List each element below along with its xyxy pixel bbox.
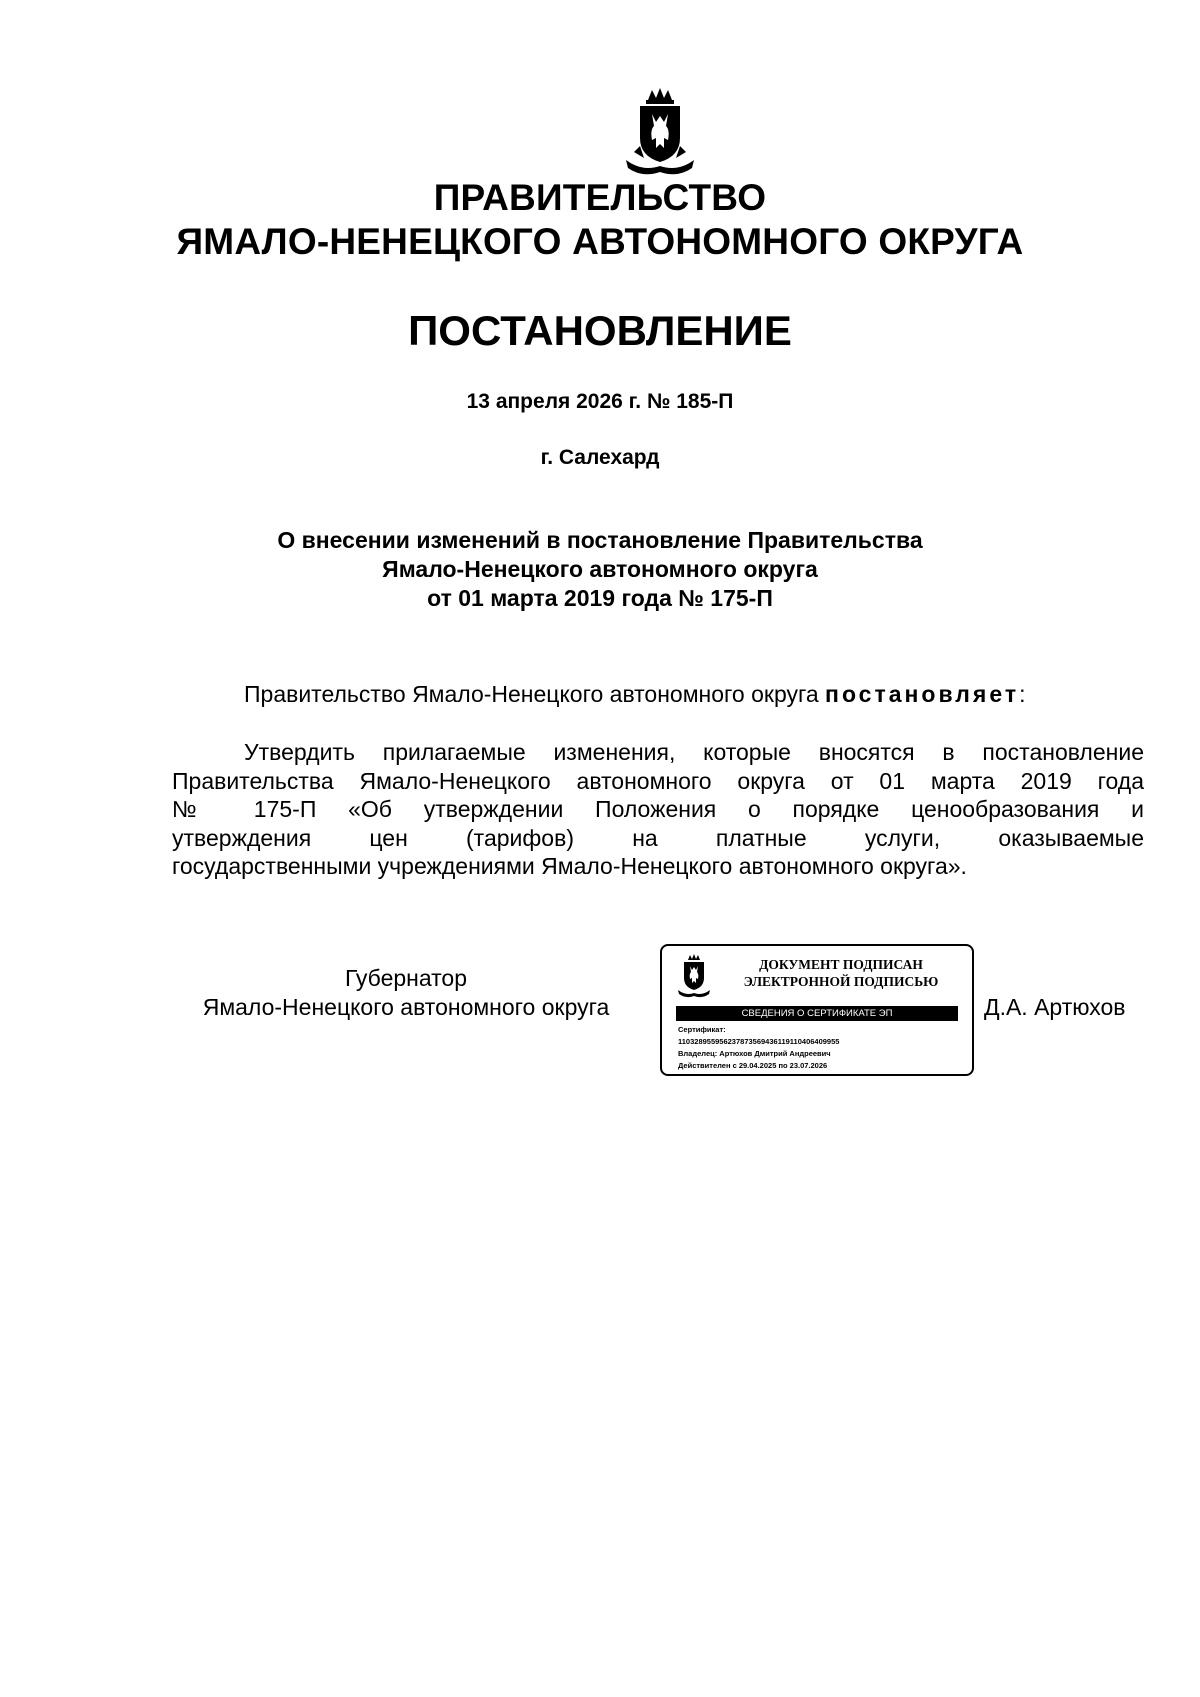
stamp-emblem-icon [676, 954, 712, 1000]
preamble [244, 680, 1025, 709]
body-line: № 175-П «Об утверждении Положения о порядке ценообразования и [172, 796, 1144, 822]
body-line: государственными учреждениями Ямало-Ненецкого автономного округа». [172, 853, 967, 879]
stamp-certificate-bar: СВЕДЕНИЯ О СЕРТИФИКАТЕ ЭП [676, 1006, 958, 1021]
subject-line: от 01 марта 2019 года № 175-П [427, 585, 773, 611]
stamp-valid: Действителен с 29.04.2025 по 23.07.2026 [678, 1061, 828, 1070]
stamp-owner: Владелец: Артюхов Дмитрий Андреевич [678, 1049, 831, 1058]
signer-name: Д.А. Артюхов [984, 994, 1126, 1020]
stamp-heading [718, 956, 964, 990]
document-city: г. Салехард [540, 446, 660, 469]
stamp-heading-line: ЭЛЕКТРОННОЙ ПОДПИСЬЮ [743, 974, 939, 989]
body-line: утверждения цен (тарифов) на платные услуги, оказываемые [172, 824, 1144, 851]
government-title-line2: ЯМАЛО-НЕНЕЦКОГО АВТОНОМНОГО ОКРУГА [176, 221, 1024, 262]
document-type: ПОСТАНОВЛЕНИЕ [408, 307, 792, 354]
signer-position: Губернатор [344, 965, 468, 991]
stamp-cert-value: 11032895595623787356943611911040640995​5 [678, 1037, 840, 1046]
subject-line: Ямало-Ненецкого автономного округа [382, 556, 818, 582]
body-paragraph [172, 738, 1144, 881]
preamble-verb: постановляет [825, 681, 1020, 707]
stamp-cert-label: Сертификат: [678, 1025, 726, 1034]
document-subject [0, 526, 1200, 613]
document-date-number: 13 апреля 2026 г. № 185-П [466, 390, 734, 413]
stamp-certificate-info [678, 1024, 839, 1072]
government-title-line1: ПРАВИТЕЛЬСТВО [433, 177, 767, 218]
preamble-colon: : [1019, 681, 1026, 707]
electronic-signature-stamp [660, 944, 974, 1076]
body-line: Правительства Ямало-Ненецкого автономного округа от 01 марта 2019 года [172, 767, 1144, 794]
stamp-heading-line: ДОКУМЕНТ ПОДПИСАН [759, 957, 923, 972]
body-line: Утвердить прилагаемые изменения, которые вносятся в постановление [244, 739, 1144, 765]
signer-region: Ямало-Ненецкого автономного округа [202, 994, 610, 1020]
subject-line: О внесении изменений в постановление Правительства [277, 527, 923, 553]
coat-of-arms-emblem [622, 86, 698, 176]
preamble-text: Правительство Ямало-Ненецкого автономного округа [244, 681, 826, 707]
signer-title [172, 964, 640, 1022]
